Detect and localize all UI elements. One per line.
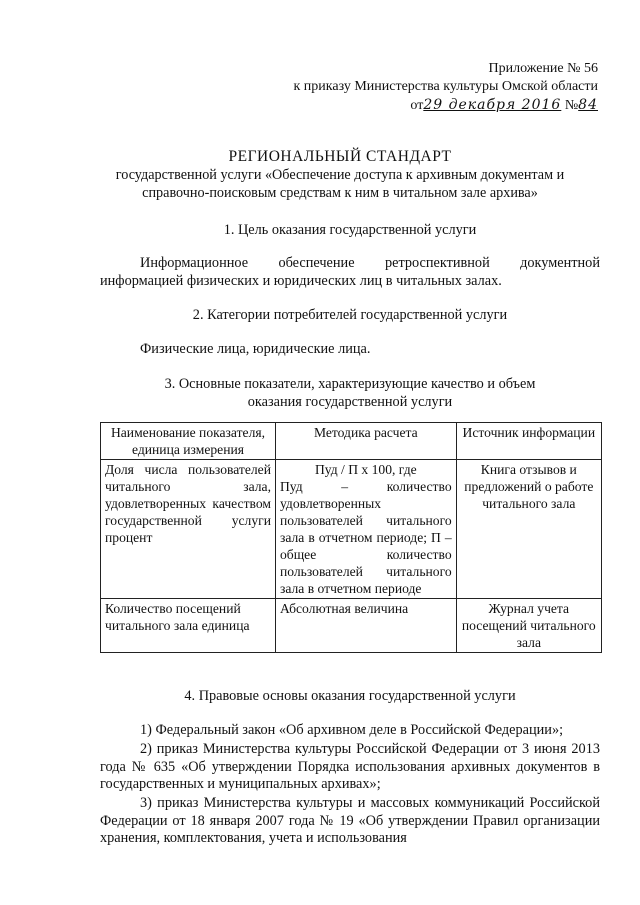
table-cell-method [275,599,456,653]
law-item-2: 2) приказ Министерства культуры Российской Федерации от 3 июня 2013 года № 635 «Об утверждении Порядка использования архивных документов в государственных и муниципальных архивах»; [100,741,600,792]
annex-from: от [410,98,424,113]
table-row [101,460,602,599]
table-cell-source: Журнал учета посещений читального зала [456,599,601,653]
section-1-text: Информационное обеспечение ретроспективной документной информацией физических и юридических лиц в читальных залах. [100,255,600,289]
table-cell-source: Книга отзывов и предложений о работе читального зала [456,460,601,599]
handwritten-number: 84 [578,97,598,113]
table-header-name: Наименование показателя, единица измерения [101,423,276,460]
section-1-heading: 1. Цель оказания государственной услуги [223,222,477,238]
page-title: РЕГИОНАЛЬНЫЙ СТАНДАРТ [228,148,452,165]
section-3-heading-line1: 3. Основные показатели, характеризующие качество и объем [164,376,536,392]
title-line-3: справочно-поисковым средствам к ним в читальном зале архива» [142,185,538,201]
title-line-2: государственной услуги «Обеспечение доступа к архивным документам и [115,167,565,183]
table-header-method: Методика расчета [275,423,456,460]
table-cell-name: Количество посещений читального зала единица [101,599,276,653]
section-2-heading: 2. Категории потребителей государственной услуги [192,307,508,323]
annex-block [294,60,599,115]
table-cell-name: Доля числа пользователей читального зала, удовлетворенных качеством государственной услуги процент [101,460,276,599]
handwritten-date: 29 декабря 2016 [423,97,562,113]
law-item-1: 1) Федеральный закон «Об архивном деле в Российской Федерации»; [140,722,564,738]
section-3-heading-line2: оказания государственной услуги [247,394,453,410]
section-4-heading: 4. Правовые основы оказания государственной услуги [184,688,516,704]
method-text: Пуд – количество удовлетворенных пользователей читального зала в отчетном периоде; П – общее количество пользователей читального зала в отчетном периоде [279,479,452,596]
annex-order: к приказу Министерства культуры Омской области [293,79,598,94]
method-formula: Пуд / П х 100, где [314,462,417,477]
indicators-table [100,422,602,653]
annex-num-sign: № [564,98,579,113]
title-block [80,148,600,202]
annex-number: Приложение № 56 [488,61,598,76]
table-cell-method [275,460,456,599]
law-item-3: 3) приказ Министерства культуры и массовых коммуникаций Российской Федерации от 18 января 2007 года № 19 «Об утверждении Правил организации хранения, комплектования, учета и использования [100,795,600,846]
table-header-row [101,423,602,460]
table-header-source: Источник информации [456,423,601,460]
table-row [101,599,602,653]
annex-date-line [294,96,599,115]
section-2-text: Физические лица, юридические лица. [140,341,371,357]
method-text: Абсолютная величина [279,601,409,616]
